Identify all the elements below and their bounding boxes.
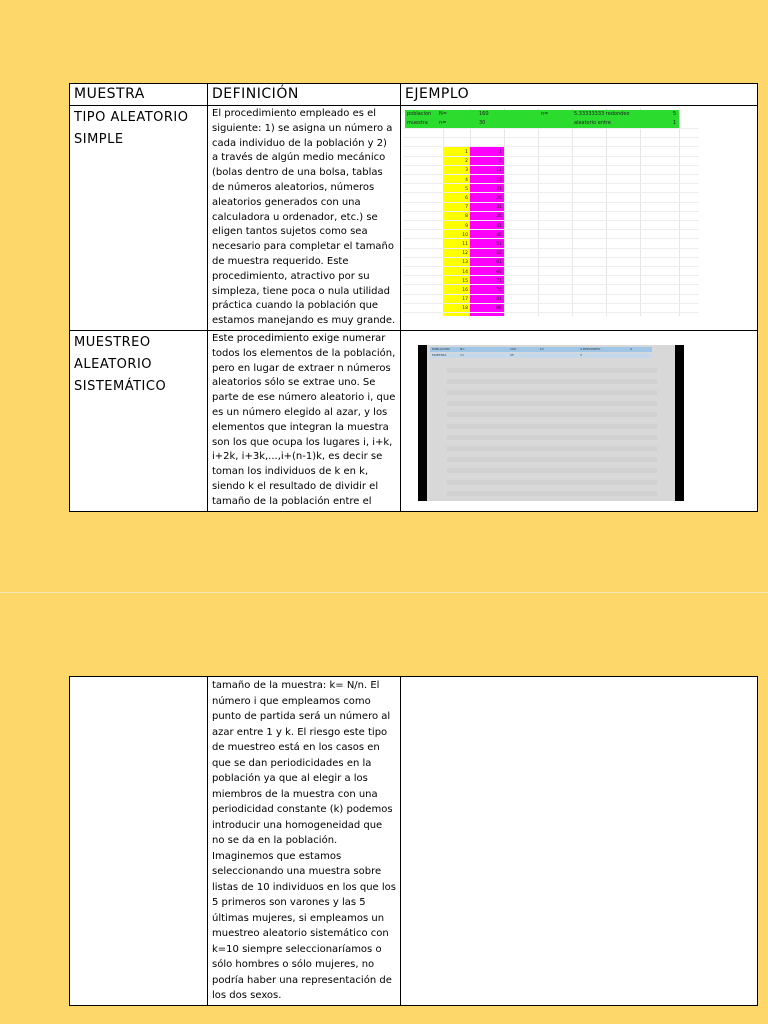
grid-line [403,174,699,175]
list-index-cell: 3 [443,167,468,175]
grid-line [403,238,699,239]
spreadsheet-row [447,468,657,473]
spreadsheet-row [447,373,657,378]
spreadsheet-row [447,452,657,457]
example-spreadsheet-1 [403,108,699,316]
list-value-cell: 86 [470,305,502,313]
spreadsheet-row [447,412,657,417]
cell: 4 REDONDEO [580,346,601,351]
index-column [443,147,470,316]
spreadsheet-image [427,345,675,501]
spreadsheet-row [447,480,657,485]
grid-line [403,156,699,157]
cell: 5 [673,111,677,117]
spreadsheet-row [447,429,657,434]
spreadsheet-row [447,401,657,406]
grid-line [403,284,699,285]
grid-line [403,266,699,267]
list-value-cell: 56 [470,250,502,258]
sample-column [470,147,504,316]
list-value-cell: 26 [470,195,502,203]
poblacion-row [405,110,679,119]
list-value-cell: 76 [470,287,502,295]
list-index-cell: 15 [443,278,468,286]
list-index-cell: 2 [443,158,468,166]
list-value-cell: 21 [470,186,502,194]
grid-line [403,128,699,129]
spreadsheet-row [447,407,657,412]
list-index-cell: 13 [443,259,468,267]
list-value-cell: 66 [470,269,502,277]
spreadsheet-row [447,446,657,451]
header-muestra: MUESTRA [70,84,208,106]
list-index-cell: 14 [443,269,468,277]
spreadsheet-row [447,474,657,479]
sampling-table [69,83,758,512]
cell: MUESTRA [432,352,447,357]
list-index-cell: 1 [443,149,468,157]
cell: 160 [479,111,489,117]
list-value-cell: 46 [470,232,502,240]
grid-line [403,146,699,147]
ejemplo-cell [401,106,758,331]
grid-line [403,137,699,138]
ejemplo-cell [401,330,758,511]
grid-line [403,165,699,166]
muestra-cell: TIPO ALEATORIO SIMPLE [70,106,208,331]
row-sistematico-continued [70,677,758,1006]
definicion-cell: Este procedimiento exige numerar todos los elementos de la población, pero en lugar de extraer n números aleatorios sólo se extrae uno. Se parte de ese número aleatorio i, que es un número elegido al azar, y los elementos que integran la muestra son los que ocupa los lugares i, i+k, i+2k, i+3k,...,i+(n-1)k, es decir se toman los individuos de k en k, siendo k el resultado de dividir el tamaño de la población entre el [208,330,401,511]
grid-line [403,192,699,193]
header-ejemplo: EJEMPLO [401,84,758,106]
cell: k= [540,346,545,351]
grid-line [403,229,699,230]
list-value-cell: 36 [470,213,502,221]
grid-line [403,294,699,295]
cell: 3 [580,352,582,357]
page-separator [0,592,768,593]
spreadsheet-row [447,362,657,367]
spreadsheet-row [447,396,657,401]
grid-line [403,257,699,258]
cell: 4 [630,346,632,351]
list-index-cell: 9 [443,223,468,231]
definicion-cell: El procedimiento empleado es el siguiente: 1) se asigna un número a cada individuo de la población y 2) a través de algún medio mecánico (bolas dentro de una bolsa, tablas de números aleatorios, números aleatorios generados con una calculadora u ordenador, etc.) se eligen tantos sujetos como sea necesario para completar el tamaño de muestra requerido. Este procedimiento, atractivo por su simpleza, tiene poca o nula utilidad práctica cuando la población que estamos manejando es muy grande. [208,106,401,331]
grid-line [403,211,699,212]
list-value-cell: 6 [470,158,502,166]
cell: poblacion [407,111,432,117]
list-value-cell: 41 [470,223,502,231]
spreadsheet-row [447,424,657,429]
spreadsheet-row [447,485,657,490]
cell: n= [439,120,447,126]
list-index-cell: 10 [443,232,468,240]
cell: 100 [510,346,516,351]
list-index-cell: 11 [443,241,468,249]
cell: N= [460,346,465,351]
cell: N= [439,111,447,117]
list-value-cell: 71 [470,278,502,286]
cell: 5.33333333 redondeo [574,111,630,117]
list-index-cell: 18 [443,305,468,313]
grid-line [403,275,699,276]
list-value-cell: 11 [470,167,502,175]
muestra-row [405,119,679,128]
definicion-cell: tamaño de la muestra: k= N/n. El número i que empleamos como punto de partida será un número al azar entre 1 y k. El riesgo este tipo de muestreo está en los casos en que se dan periodicidades en la población ya que al elegir a los miembros de la muestra con una periodicidad constante (k) podemos introducir una homogeneidad que no se da en la población. Imaginemos que estamos seleccionando una muestra sobre listas de 10 individuos en los que los 5 primeros son varones y las 5 últimas mujeres, si empleamos un muestreo aleatorio sistemático con k=10 siempre seleccionaríamos o sólo hombres o sólo mujeres, no podría haber una representación de los dos sexos. [208,677,401,1006]
header-row [70,84,758,106]
list-value-cell: 1 [470,149,502,157]
header-definicion: DEFINICIÓN [208,84,401,106]
list-index-cell: 16 [443,287,468,295]
spreadsheet-row [447,379,657,384]
ejemplo-cell [401,677,758,1006]
spreadsheet-row [447,390,657,395]
grid-line [403,303,699,304]
cell: 1 [673,120,677,126]
cell: 30 [479,120,486,126]
spreadsheet-row [447,418,657,423]
spreadsheet-row [447,463,657,468]
list-value-cell: 16 [470,177,502,185]
poblacion-row [430,347,652,352]
muestra-cell [70,677,208,1006]
cell: 25 [510,352,514,357]
example-spreadsheet-2 [418,345,684,501]
list-value-cell: 51 [470,241,502,249]
grid-line [403,248,699,249]
muestra-row [430,353,652,358]
row-aleatorio-simple [70,106,758,331]
spreadsheet-row [447,368,657,373]
grid-line [403,220,699,221]
list-index-cell: 7 [443,204,468,212]
cell: n= [460,352,465,357]
list-index-cell: 17 [443,296,468,304]
list-index-cell: 6 [443,195,468,203]
spreadsheet-row [447,384,657,389]
cell: muestra [407,120,428,126]
cell: n= [541,111,549,117]
sampling-table-continued [69,676,758,1006]
spreadsheet-row [447,457,657,462]
cell: aleatorio entre [574,120,611,126]
list-index-cell: 8 [443,213,468,221]
spreadsheet-row [447,491,657,496]
spreadsheet-row [447,435,657,440]
row-sistematico [70,330,758,511]
list-value-cell: 31 [470,204,502,212]
grid-line [403,202,699,203]
grid-line [403,183,699,184]
list-index-cell: 5 [443,186,468,194]
spreadsheet-row [447,440,657,445]
list-value-cell: 61 [470,259,502,267]
cell: POBLACION [432,346,450,351]
list-value-cell: 81 [470,296,502,304]
grid-line [403,312,699,313]
muestra-cell: MUESTREO ALEATORIO SISTEMÁTICO [70,330,208,511]
list-index-cell: 4 [443,177,468,185]
list-index-cell: 12 [443,250,468,258]
